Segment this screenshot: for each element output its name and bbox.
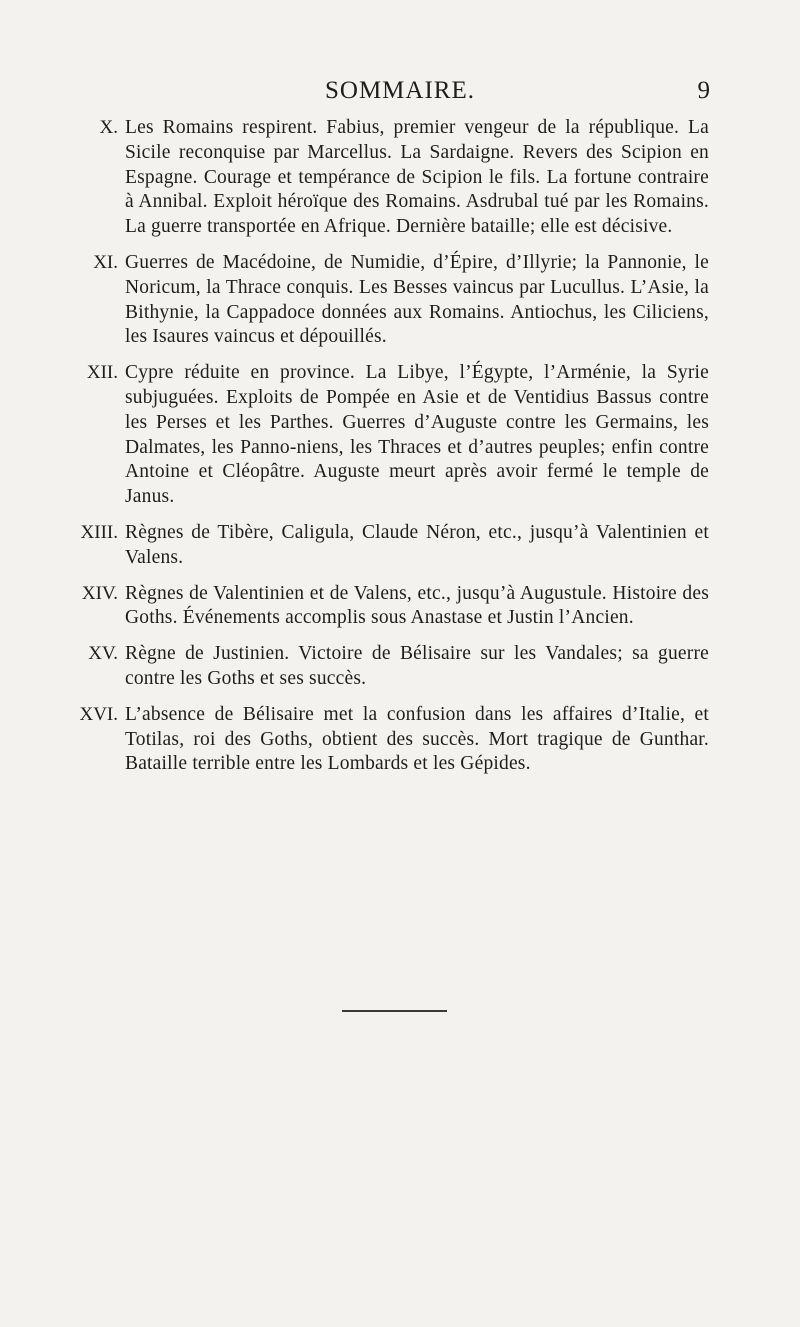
summary-entry-xv [0, 642, 800, 692]
chapter-summary: Règnes de Tibère, Caligula, Claude Néron, etc., jusqu’à Valentinien et Valens. [125, 521, 709, 568]
chapter-summary: L’absence de Bélisaire met la confusion dans les affaires d’Italie, et Totilas, roi des Goths, obtient des succès. Mort tragique de Gunthar. Bataille terrible entre les Lombards et les Gépides. [125, 703, 709, 775]
running-head [0, 76, 800, 116]
chapter-number: XIII. [80, 521, 118, 543]
page-title: SOMMAIRE. [325, 77, 475, 104]
summary-list [0, 116, 800, 788]
chapter-number: X. [99, 117, 118, 138]
chapter-number: XIV. [81, 582, 118, 604]
chapter-number: XV. [88, 643, 118, 665]
summary-entry-x [0, 116, 800, 240]
chapter-summary: Règnes de Valentinien et de Valens, etc., jusqu’à Augustule. Histoire des Goths. Événements accomplis sous Anastase et Justin l’Ancien. [125, 582, 709, 629]
chapter-summary: Cypre réduite en province. La Libye, l’Égypte, l’Arménie, la Syrie subjuguées. Exploits de Pompée en Asie et de Ventidius Bassus contre les Perses et les Parthes. Guerres d’Auguste contre les Germains, les Dalmates, les Panno-niens, les Thraces et d’autres peuples; enfin contre Antoine et Cléopâtre. Auguste meurt après avoir fermé le temple de Janus. [125, 362, 709, 508]
page-number: 9 [697, 77, 710, 104]
summary-entry-xii [0, 361, 800, 510]
chapter-number: XII. [86, 362, 118, 384]
end-rule [342, 1010, 447, 1012]
summary-entry-xiii [0, 521, 800, 571]
chapter-number: XVI. [79, 703, 118, 725]
summary-entry-xi [0, 251, 800, 350]
chapter-summary: Les Romains respirent. Fabius, premier vengeur de la république. La Sicile reconquise par Marcellus. La Sardaigne. Revers des Scipion en Espagne. Courage et tempérance de Scipion le fils. La fortune contraire à Annibal. Exploit héroïque des Romains. Asdrubal tué par les Romains. La guerre transportée en Afrique. Dernière bataille; elle est décisive. [125, 117, 709, 238]
chapter-summary: Guerres de Macédoine, de Numidie, d’Épire, d’Illyrie; la Pannonie, le Noricum, la Thrace conquis. Les Besses vaincus par Lucullus. L’Asie, la Bithynie, la Cappadoce données aux Romains. Antiochus, les Ciliciens, les Isaures vaincus et dépouillés. [125, 251, 709, 348]
chapter-summary: Règne de Justinien. Victoire de Bélisaire sur les Vandales; sa guerre contre les Goths et ses succès. [125, 643, 709, 689]
summary-entry-xvi [0, 703, 800, 777]
chapter-number: XI. [93, 251, 118, 273]
summary-entry-xiv [0, 582, 800, 632]
